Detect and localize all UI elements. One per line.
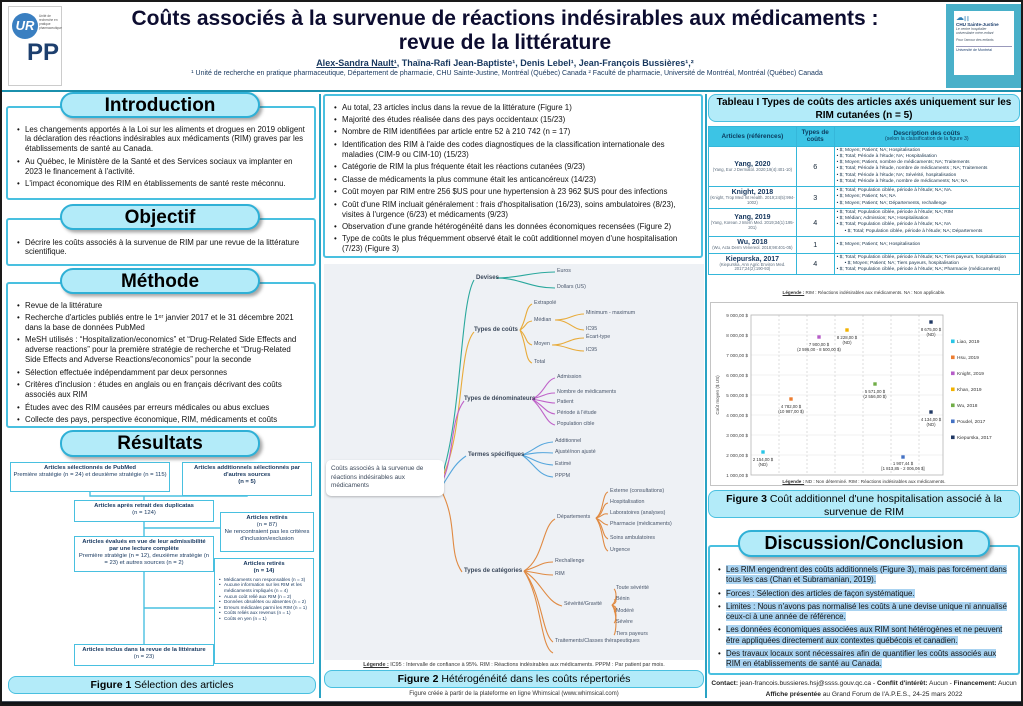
legend-swatch [951,372,955,376]
point-wu [873,382,876,385]
table-header-desc-main: Description des coûts [893,129,961,137]
intro-bullet: • Au Québec, le Ministère de la Santé et des Services sociaux va implanter en 2023 le financement à l'activité. [25,157,307,177]
point-label: 2 154,00 $ [752,457,774,462]
introduction-box [6,106,316,200]
result-bullet: • Catégorie de RIM la plus fréquente était les réactions cutanées (9/23) [342,162,694,172]
desc-item: • $; Total; Population ciblée, période à l'étude; NA; Tiers payeurs, hospitalisation [836,254,1007,260]
article-ref: (Wu, Acta Derm Venereol. 2018;98:401-05) [712,244,793,250]
mindmap-branch: Termes spécifiques [468,451,525,458]
mindmap-node: Écart-type [586,334,611,340]
desc-item: • $; Moyen; Patient; NA; NA [836,194,896,200]
desc-cell [834,236,1019,253]
ytick: 6 000,00 $ [726,373,748,378]
desc-item: • $; Total; Population ciblée, période à l'étude; NA; RIM [836,209,954,215]
point-hsu [789,397,792,400]
flow-ret2-title: Articles retirés [243,561,285,567]
point-sub: (2 596,00 - 8 500,00 $) [797,347,841,352]
ytick: 1 000,00 $ [726,473,748,478]
figure3-caption-text: Coût additionnel d'une hospitalisation associé à la survenue de RIM [766,493,1002,519]
mindmap-node: Patient [557,399,574,405]
intro-bullet: • Les changements apportés à la Loi sur les aliments et drogues en 2019 obligent la déclaration des réactions indésirables aux médicaments (RIM) graves par les établissements de santé au Canada. [25,125,307,155]
contact-label: Contact: [711,680,739,687]
desc-item: • $; Total; Période à l'étude, nombre de médicaments; NA; NA [836,178,968,184]
legend-swatch [951,356,955,360]
desc-item: • $; Total; Population ciblée, période à l'étude; NA; NA. [836,188,953,194]
flow-pubmed-n: Première stratégie (n = 24) et deuxième stratégie (n = 115) [13,471,167,478]
flow-box-inclus [74,644,214,666]
methode-bullet: • Critères d'inclusion : études en anglais ou en français décrivant des coûts associés aux RIM [25,380,307,400]
mindmap-center-node: Coûts associés à la survenue de réactions indésirables aux médicaments [326,460,444,496]
discussion-text: Limites : Nous n'avons pas normalisé les coûts à une devise unique ni annualisé ceux-ci à une année de référence. [726,601,1007,622]
legend-entry: Khan, 2019 [957,388,982,393]
point-knight [817,335,820,338]
discussion-text: Les RIM engendrent des coûts additionnels (Figure 3), mais pas forcément dans tous les cas (Chan et Subramanian, 2019). [726,565,1007,585]
presentation-label: Affiche présentée [765,691,821,698]
mindmap-node: Additionnel [555,438,582,444]
mindmap-branch: Types de dénominateurs [464,395,536,402]
table-row [709,236,1020,253]
mindmap-branch: Devises [476,274,500,281]
table-row [709,253,1020,275]
discussion-text: Forces : Sélection des articles de façon systématique. [726,588,915,598]
legend-entry: Kiepurska, 2017 [957,436,992,441]
legend-swatch [951,404,955,408]
affiliations: ¹ Unité de recherche en pratique pharmaceutique, Département de pharmacie, CHU Sainte-Justine, Montréal (Québec) Canada ² Faculté de pharmacie, Université de Montréal, Montréal (Québec) Canada [191,70,823,77]
contact-line [708,680,1020,687]
mindmap-node: Admission [557,374,582,380]
article-cell [709,187,797,209]
section-title-objectif: Objectif [60,204,260,230]
desc-cell [834,208,1019,236]
flow-eval-n: Première stratégie (n = 12), deuxième stratégie (n = 23) et autres sources (n = 2) [78,552,210,566]
article-ref: (Yang, Korean J Intern Med. 2019;34(1):195-201) [710,219,795,230]
point-sub: (2 556,00 $) [863,394,887,399]
figure2-mindmap [324,264,704,660]
methode-bullet: • Sélection effectuée indépendamment par deux personnes [25,368,307,378]
mindmap-node: Soins ambulatoires [610,535,656,541]
result-bullet: • Coût moyen par RIM entre 256 $US pour une hypertension à 23 962 $US pour des infections [342,187,694,197]
intro-bullet: • L'impact économique des RIM en établissements de santé reste méconnu. [25,179,307,189]
article-cell [709,146,797,186]
methode-bullet: • Recherche d'articles publiés entre le 1ᵉʳ janvier 2017 et le 31 décembre 2021 dans la base de données PubMed [25,313,307,333]
table-header-description [834,127,1019,147]
flow-pubmed-title: Articles sélectionnés de PubMed [44,465,136,471]
article-name: Yang, 2020 [734,160,771,168]
flow-box-autres [182,462,312,496]
section-title-resultats: Résultats [60,430,260,457]
section-title-methode: Méthode [60,268,260,294]
table-row [709,208,1020,236]
ytick: 3 000,00 $ [726,433,748,438]
mindmap-node: Tiers payeurs [616,631,648,637]
result-bullet: • Au total, 23 articles inclus dans la revue de la littérature (Figure 1) [342,103,694,113]
result-bullet: • Classe de médicaments la plus commune était les anticancéreux (14/23) [342,175,694,185]
flow-autres-title: Articles additionnels sélectionnés par d'autres sources [193,465,301,478]
flow-ret1-text: Ne rencontraient pas les critères d'inclusion/exclusion [224,528,310,542]
scatter-legend [951,339,992,441]
funding-value: Aucun [996,680,1017,687]
discussion-text: Les données économiques associées aux RIM sont hétérogènes et ne peuvent être appliquées directement aux contextes québécois et canadien. [726,625,1003,645]
mindmap-node: Extrapolé [534,300,557,306]
legend-swatch [951,420,955,424]
article-cell [709,236,797,253]
legend-swatch [951,388,955,392]
mindmap-node: Externe (consultations) [610,488,665,494]
bottom-bar [2,701,1023,706]
legend-swatch [951,340,955,344]
figure3-caption [708,490,1020,518]
legend-swatch [951,436,955,440]
ytick: 5 000,00 $ [726,393,748,398]
flow-ret2-item: • Aucune information sur les RIM et les médicaments impliqués (n = 4) [224,582,310,593]
figure2-caption-num: Figure 2 [397,673,439,685]
point-label: 1 907,44 $ [892,461,914,466]
article-cell [709,253,797,275]
mindmap-branch: Types de catégories [464,567,523,574]
types-count: 6 [796,146,834,186]
flow-ret1-n: (n = 87) [256,521,278,528]
desc-item: • $; Total; Population ciblée, période à l'étude; NA; Départements [836,228,983,234]
point-sub: (10 987,00 $) [778,409,804,414]
tableau-title: Tableau I Types de coûts des articles axés uniquement sur les RIM cutanées (n = 5) [708,94,1020,122]
table-row [709,187,1020,209]
figure2-caption-text: Hétérogénéité dans les coûts répertoriés [438,673,631,685]
mindmap-node: IC95 [586,326,598,332]
point-sub: [1 813,85 - 2 006,06 $] [881,466,925,471]
methode-bullet: • Revue de la littérature [25,301,307,311]
flow-ret2-item: • Médicaments non responsables (n = 3) [224,577,310,583]
article-name: Wu, 2018 [737,238,768,246]
first-author: Alex-Sandra Nault¹ [316,58,397,68]
article-name: Kiepurska, 2017 [725,255,780,263]
legend-entry: Hsu, 2019 [957,356,979,361]
discussion-bullet [726,602,1011,623]
mindmap-node: Population cible [557,421,595,427]
mindmap-node: Période à l'étude [557,410,597,416]
point-label: 7 900,00 $ [808,342,830,347]
point-label: 8 675,00 $ [920,327,942,332]
mindmap-node: Bénin [616,596,630,602]
figure2-legend-text: IC95 : Intervalle de confiance à 95%. RIM : Réactions indésirables aux médicaments. PPPM : Par patient par mois. [388,662,665,668]
point-poudel [901,455,904,458]
mindmap-node: Sévérité/Gravité [564,601,602,607]
result-bullet: • Type de coûts le plus fréquemment observé était le coût additionnel moyen d'une hospitalisation (7/23) (Figure 3) [342,234,694,254]
point-kiepurska-1 [929,320,932,323]
methode-box [6,282,316,428]
desc-item: • $; Moyen; Patient; NA; Hospitalisation [836,147,921,153]
result-bullet: • Coût d'une RIM incluait généralement : frais d'hospitalisation (16/23), soins ambulatoires (8/23), visites à l'urgence (6/23) et médicaments (9/23) [342,200,694,220]
mindmap-node: Pharmacie (médicaments) [610,521,672,527]
desc-cell [834,187,1019,209]
chu-swirl-icon: ☁∥∥ [956,13,969,22]
point-sub: (ND) [842,340,852,345]
tableau-legend [708,290,1020,295]
desc-item: • $; Total; Population ciblée, période à l'étude; NA; Pharmacie (médicaments) [836,267,1001,273]
result-bullet: • Majorité des études réalisée dans des pays occidentaux (15/23) [342,115,694,125]
scatter-ylabel: Coût moyen ($ US) [715,375,720,415]
objectif-bullet: • Décrire les coûts associés à la survenue de RIM par une revue de la littérature scientifique. [25,238,307,258]
mindmap-node: Traitements/Classes thérapeutiques [555,638,640,644]
flow-ret2-n: (n = 14) [253,567,275,574]
flow-ret2-item: • Coûts reliés aux revenus (n = 1) [224,610,310,616]
point-label: 4 134,00 $ [920,417,942,422]
mindmap-node: Médian [534,317,552,323]
flow-dedup-title: Articles après retrait des duplicatas [94,503,194,509]
presentation-value: au Grand Forum de l'A.P.E.S., 24-25 mars 2022 [820,691,963,698]
mindmap-node: Modéré [616,608,634,614]
table-header-row [709,127,1020,147]
desc-item: • $; Total; Population ciblée, période à l'étude; NA; NA [836,222,951,228]
mindmap-node: Minimum - maximum [586,310,636,316]
flow-ret1-title: Articles retirés [246,515,288,521]
flow-incl-n: (n = 23) [133,653,155,660]
figure3-caption-num: Figure 3 [726,493,767,505]
desc-item: • $; Total; Période à l'étude; NA; Hospitalisation [836,153,937,159]
poster-title-line1: Coûts associés à la survenue de réactions indésirables aux médicaments : [131,7,879,30]
mindmap-node: Urgence [610,547,631,553]
methode-bullet: • Collecte des pays, perspective économique, RIM, médicaments et coûts [25,415,307,425]
section-title-introduction: Introduction [60,92,260,118]
chu-tagline3: Pour l'amour des enfants [956,38,994,42]
figure2-legend-label: Légende : [363,662,389,668]
conflict-value: Aucun - [927,680,954,687]
point-label: 4 782,00 $ [780,404,802,409]
results-summary-box [323,94,703,258]
table-header-desc-sub: (selon la classification de la figure 3) [885,136,969,143]
flow-dedup-n: (n = 124) [132,509,156,516]
discussion-bullet [726,565,1011,586]
chu-tagline2: universitaire mère-enfant [956,31,994,35]
desc-item: • $; Moyen; Patient; NA; Hospitalisation [836,241,921,247]
discussion-text: Des travaux locaux sont nécessaires afin de quantifier les coûts associés aux RIM en établissements de santé au Canada. [726,648,997,669]
article-ref: (Kiepurska, Ann Agric Environ Med. 2017;24(2):190-93) [719,261,786,272]
article-ref: (Knight, Trop Med Int Health. 2019;24(5):994-1002) [710,195,795,205]
section-title-discussion: Discussion/Conclusion [738,530,990,557]
figure3-scatter [710,302,1018,486]
desc-cell [834,146,1019,186]
methode-bullet: • MeSH utilisés : “Hospitalization/economics” et “Drug-Related Side Effects and adverse reactions” pour la première stratégie de recherche et “Drug-Related Side Effects and Adverse Reactions/economics” pour la seconde [25,335,307,365]
point-sub: (ND) [758,462,768,467]
scatter-yticks [726,313,748,478]
urpp-logo-pp: PP [27,39,60,66]
tableau-legend-text: RIM : Réactions indésirables aux médicaments. NA : Non applicable. [804,290,946,295]
ytick: 9 000,00 $ [726,313,748,318]
desc-item: • $; Moyen; Patient; NA; Tiers payeurs, hospitalisation [836,260,959,266]
figure3-legend-note [710,479,1018,484]
ytick: 7 000,00 $ [726,353,748,358]
figure3-legend-text: ND : Non déterminé. RIM : Réactions indésirables aux médicaments. [804,479,946,484]
ytick: 2 000,00 $ [726,453,748,458]
point-sub: (ND) [926,332,936,337]
result-bullet: • Observation d'une grande hétérogénéité dans les données économiques recensées (Figure 2) [342,222,694,232]
mindmap-node: Ajusté/non ajusté [555,449,596,455]
urpp-logo-circle: UR [12,13,38,39]
conflict-label: Conflit d'intérêt: [876,680,928,687]
point-label: 8 228,00 $ [836,335,858,340]
table-row [709,146,1020,186]
column-divider-left [319,94,321,698]
flow-box-evalues [74,536,214,572]
point-kiepurska-2 [929,410,932,413]
table-header-articles: Articles (références) [709,127,797,147]
desc-item: • $; Médian; Admission; NA; Hospitalisation [836,216,929,222]
mindmap-node: Total [534,359,546,365]
scatter-point-labels [753,327,942,471]
table-header-types: Types de coûts [796,127,834,147]
methode-bullet: • Études avec des RIM causées par erreurs médicales ou abus exclues [25,403,307,413]
discussion-box [708,545,1020,675]
figure1-caption-num: Figure 1 [90,679,132,691]
figure2-footnote: Figure créée à partir de la plateforme en ligne Whimsical (www.whimsical.com) [409,691,619,697]
mindmap-node: Euros [557,268,571,274]
chu-name: CHU Sainte-Justine [956,22,999,27]
mindmap-node: Moyen [534,341,550,347]
flow-autres-n: (n = 5) [238,478,256,485]
discussion-bullet [726,625,1011,646]
chu-logo-card [954,11,1014,75]
flow-ret2-item: • Données obsolètes ou absentes (n = 2) [224,599,310,605]
ytick: 4 000,00 $ [726,413,748,418]
presentation-line [708,691,1020,698]
mindmap-node: Dollars (US) [557,284,586,290]
figure1-flowchart [8,458,316,674]
flow-ret2-item: • Aucun coût relié aux RIM (n = 2) [224,594,310,600]
authors [72,58,938,68]
figure2-legend [324,662,704,668]
desc-item: • $; Total; Période à l'étude; NA; Sévérité, hospitalisation [836,172,957,178]
mindmap-node: Estimé [555,461,572,467]
figure1-caption [8,676,316,694]
mindmap-node: RIM [555,571,565,577]
desc-item: • $; Moyen; Patient, nombre de médicaments; NA; Traitements [836,160,970,166]
flow-incl-title: Articles inclus dans la revue de la littérature [82,647,206,653]
result-bullet: • Identification des RIM à l'aide des codes diagnostiques de la classification internationale des maladies (CIM-9 ou CIM-10) (15/23) [342,140,694,160]
article-cell [709,208,797,236]
flow-ret2-item: • Erreurs médicales parmi les RIM (n = 1) [224,605,310,611]
mindmap-branch: Types de coûts [474,326,518,333]
mindmap-node: Toute sévérité [616,585,649,591]
chu-tagline1: Le centre hospitalier [956,27,987,31]
urpp-logo-caption: Unité de recherche en pratique pharmaceutique [39,14,62,30]
tableau-costs [708,126,1020,275]
flow-ret2-item: • Coûts en yen (n = 1) [224,616,310,622]
mindmap-node: PPPM [555,473,571,479]
types-count: 4 [796,253,834,275]
types-count: 4 [796,208,834,236]
poster-title-line2: revue de la littérature [398,31,612,54]
figure1-caption-text: Sélection des articles [131,679,234,691]
flow-eval-title: Articles évalués en vue de leur admissibilité par une lecture complète [82,539,206,552]
legend-entry: Liao, 2019 [957,340,980,345]
figure3-legend-label: Légende : [782,479,805,484]
mindmap-node: Nombre de médicaments [557,389,617,395]
legend-entry: Poudel, 2017 [957,420,986,425]
result-bullet: • Nombre de RIM identifiées par article entre 52 à 210 742 (n = 17) [342,127,694,137]
article-ref: (Yang, Eur J Dermatol. 2020;19(4):401-10) [712,166,793,172]
types-count: 3 [796,187,834,209]
mindmap-node: Rechallenge [555,558,585,564]
discussion-bullet [726,649,1011,670]
mindmap-node: Sévère [616,619,633,625]
desc-item: • $; Total; Période à l'étude, nombre de médicaments ; NA; Traitements [836,166,988,172]
chu-univ: Université de Montréal [956,46,1012,52]
article-name: Yang, 2019 [734,213,771,221]
desc-cell [834,253,1019,275]
desc-item: • $; Moyen; Patient; NA; Départements, rechallenge [836,200,947,206]
types-count: 1 [796,236,834,253]
column-divider-right [705,94,707,698]
other-authors: , Thaïna-Rafi Jean-Baptiste¹, Denis Lebel¹, Jean-François Bussières¹,² [396,58,694,68]
legend-entry: Wu, 2018 [957,404,978,409]
contact-email: jean-francois.bussieres.hsj@ssss.gouv.qc.ca - [738,680,877,687]
flow-box-dedup [74,500,214,522]
mindmap-node: Hospitalisation [610,499,645,505]
funding-label: Financement: [953,680,997,687]
ytick: 8 000,00 $ [726,333,748,338]
flow-box-pubmed [10,462,170,492]
mindmap-node: Départements [557,514,591,520]
flow-box-retires2 [214,558,314,664]
legend-entry: Knight, 2019 [957,372,984,377]
flow-box-retires1 [220,512,314,552]
point-khan [845,328,848,331]
figure2-caption [324,670,704,688]
mindmap-node: Laboratoires (analyses) [610,510,666,516]
tableau-legend-label: Légende : [782,290,805,295]
mindmap-node: IC95 [586,347,598,353]
article-name: Knight, 2018 [731,189,774,197]
point-label: 5 571,00 $ [864,389,886,394]
discussion-bullet [726,589,1011,599]
point-sub: (ND) [926,422,936,427]
point-liao [761,450,764,453]
